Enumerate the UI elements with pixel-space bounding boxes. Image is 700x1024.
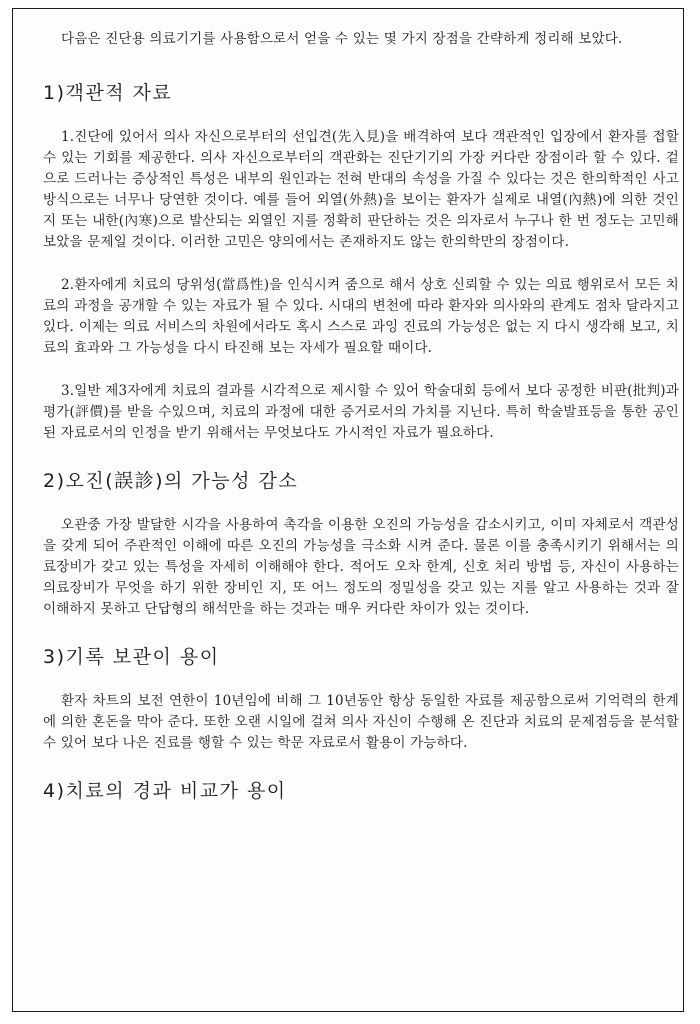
section-1-paragraph-2: 2.환자에게 치료의 당위성(當爲性)을 인식시켜 줌으로 해서 상호 신뢰할 수 있는 의료 행위로서 모든 치료의 과정을 공개할 수 있는 자료가 될 수 있다. 시대의 변천에 따라 환자와 의사와의 관계도 점차 달라지고 있다. 이제는 의료 서비스의 차원에서라도 혹시 스스로 과잉 진료의 가능성은 없는 지 다시 생각해 보고, 치료의 효과와 그 가능성을 다시 타진해 보는 자세가 필요할 때이다.	[43, 277, 679, 356]
section-1-paragraph-3: 3.일반 제3자에게 치료의 결과를 시각적으로 제시할 수 있어 학술대회 등에서 보다 공정한 비판(批判)과 평가(評價)를 받을 수있으며, 치료의 과정에 대한 증거로서의 가치를 지닌다. 특히 학술발표등을 통한 공인된 자료로서의 인정을 받기 위해서는 무엇보다도 가시적인 자료가 필요하다.	[43, 383, 679, 441]
section-3-heading: 3)기록 보관이 용이	[43, 646, 220, 668]
section-4-heading: 4)치료의 경과 비교가 용이	[43, 780, 287, 802]
section-3-paragraph-1: 환자 차트의 보전 연한이 10년임에 비해 그 10년동안 항상 동일한 자료를 제공함으로써 기억력의 한계에 의한 혼돈을 막아 준다. 또한 오랜 시일에 걸쳐 의사 자신이 수행해 온 진단과 치료의 문제점등을 분석할 수 있어 보다 나은 진료를 행할 수 있는 학문 자료로서 활용이 가능하다.	[43, 693, 679, 751]
section-1-paragraph-1: 1.진단에 있어서 의사 자신으로부터의 선입견(先入見)을 배격하여 보다 객관적인 입장에서 환자를 접할 수 있는 기회를 제공한다. 의사 자신으로부터의 객관화는 진단기기의 가장 커다란 장점이라 할 수 있다. 겉으로 드러나는 증상적인 특성은 내부의 원인과는 전혀 반대의 속성을 가질 수 있다는 것은 한의학적인 사고 방식으로는 너무나 당연한 것이다. 예를 들어 외열(外熱)을 보이는 환자가 실제로 내열(內熱)에 의한 것인 지 또는 내한(內寒)으로 발산되는 외열인 지를 정확히 판단하는 것은 의자로서 누구나 한 번 정도는 고민해 보았을 문제일 것이다. 이러한 고민은 양의에서는 존재하지도 않는 한의학만의 장점이다.	[43, 129, 679, 250]
document-body	[43, 29, 679, 825]
intro-paragraph: 다음은 진단용 의료기기를 사용함으로서 얻을 수 있는 몇 가지 장점을 간략하게 정리해 보았다.	[61, 31, 623, 47]
page-frame	[12, 8, 684, 1012]
section-1-heading: 1)객관적 자료	[43, 82, 173, 104]
section-2-heading: 2)오진(誤診)의 가능성 감소	[43, 470, 299, 492]
section-2-paragraph-1: 오관중 가장 발달한 시각을 사용하여 촉각을 이용한 오진의 가능성을 감소시키고, 이미 자체로서 객관성을 갖게 되어 주관적인 이해에 따른 오진의 가능성을 극소화 시켜 준다. 물론 이를 충족시키기 위해서는 의료장비가 갖고 있는 특성을 자세히 이해해야 한다. 적어도 오차 한계, 신호 처리 방법 등, 자신이 사용하는 의료장비가 무엇을 하기 위한 장비인 지, 또 어느 정도의 정밀성을 갖고 있는 지를 알고 사용하는 것과 잘 이해하지 못하고 단답형의 해석만을 하는 것과는 매우 커다란 차이가 있는 것이다.	[43, 517, 679, 617]
